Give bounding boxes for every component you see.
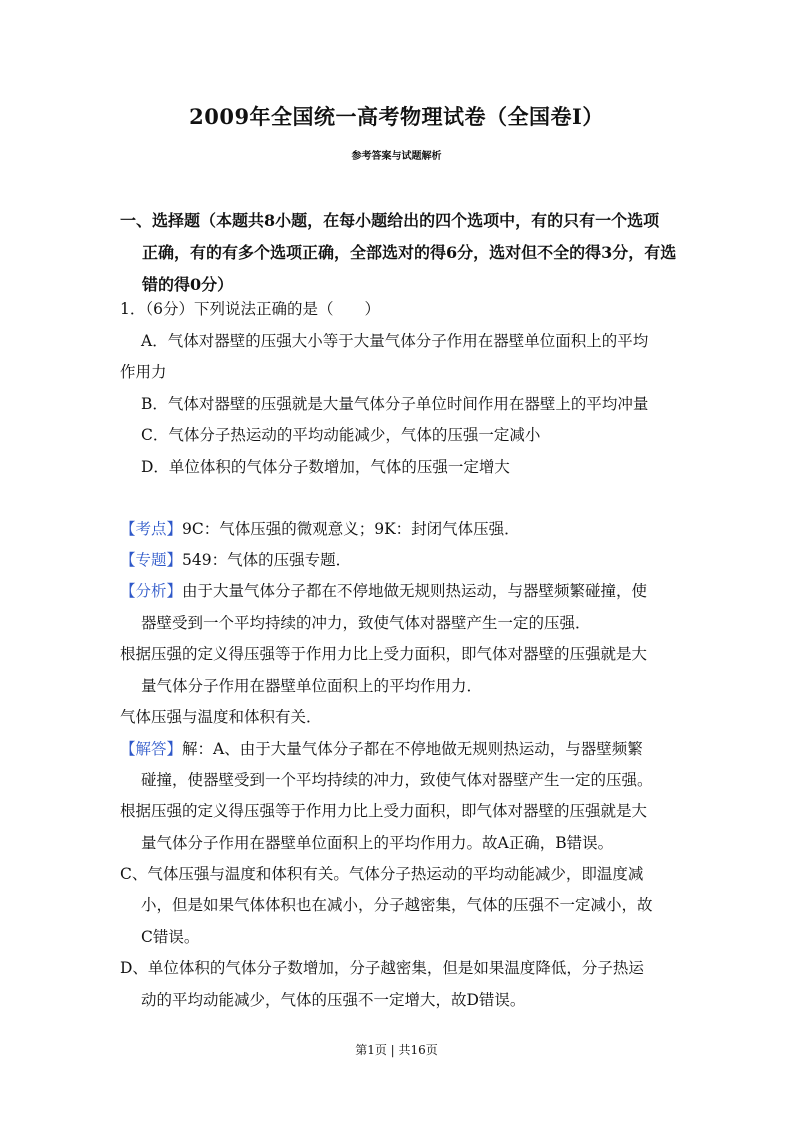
option-a-line-2: 作用力: [120, 363, 167, 381]
jieda-line-2: 碰撞，使器壁受到一个平均持续的冲力，致使气体对器壁产生一定的压强。: [141, 771, 653, 789]
jieda-line-4: 量气体分子作用在器壁单位面积上的平均作用力。故A正确，B错误。: [141, 834, 614, 852]
fenxi-line-3: 根据压强的定义得压强等于作用力比上受力面积，即气体对器壁的压强就是大: [120, 645, 648, 663]
option-c: C．气体分子热运动的平均动能减少，气体的压强一定减小: [141, 426, 541, 444]
fenxi-tag: 【分析】: [120, 582, 183, 600]
jieda-line-1: [120, 738, 643, 760]
fenxi-line-4: 量气体分子作用在器壁单位面积上的平均作用力．: [141, 677, 483, 695]
option-a-line-1: A．气体对器壁的压强大小等于大量气体分子作用在器壁单位面积上的平均: [141, 332, 649, 350]
jieda-line-3: 根据压强的定义得压强等于作用力比上受力面积，即气体对器壁的压强就是大: [120, 802, 648, 820]
jieda-line-6: 小，但是如果气体体积也在减小，分子越密集，气体的压强不一定减小，故: [141, 896, 653, 914]
jieda-line-8: D、单位体积的气体分子数增加，分子越密集，但是如果温度降低，分子热运: [120, 959, 644, 977]
fenxi-line-1: [120, 580, 647, 602]
jieda-line-7: C错误。: [141, 928, 200, 946]
jieda-tag: 【解答】: [120, 740, 183, 758]
option-b: B．气体对器壁的压强就是大量气体分子单位时间作用在器壁上的平均冲量: [141, 395, 649, 413]
page-footer: 第1页 | 共16页: [355, 1043, 438, 1057]
jieda-line-9: 动的平均动能减少，气体的压强不一定增大，故D错误。: [141, 991, 526, 1009]
zhuanti-line: [120, 549, 351, 571]
jieda-text: 解：A、由于大量气体分子都在不停地做无规则热运动，与器壁频繁: [182, 740, 643, 758]
kaodian-line: [120, 518, 520, 540]
section-heading-line-2: 正确，有的有多个选项正确，全部选对的得6分，选对但不全的得3分，有选: [142, 243, 677, 262]
kaodian-text: 9C：气体压强的微观意义；9K：封闭气体压强．: [182, 520, 520, 538]
zhuanti-tag: 【专题】: [120, 551, 183, 569]
section-heading-line-1: 一、选择题（本题共8小题，在每小题给出的四个选项中，有的只有一个选项: [120, 211, 660, 230]
jieda-line-5: C、气体压强与温度和体积有关。气体分子热运动的平均动能减少，即温度减: [120, 865, 644, 883]
section-heading-line-3: 错的得0分）: [142, 275, 234, 294]
fenxi-text: 由于大量气体分子都在不停地做无规则热运动，与器壁频繁碰撞，使: [182, 582, 648, 600]
fenxi-line-5: 气体压强与温度和体积有关．: [120, 708, 322, 726]
kaodian-tag: 【考点】: [120, 520, 183, 538]
option-d: D．单位体积的气体分子数增加，气体的压强一定增大: [141, 458, 510, 476]
question-stem: 1．（6分）下列说法正确的是（ ）: [120, 300, 380, 318]
page-title: 2009年全国统一高考物理试卷（全国卷Ⅰ）: [189, 104, 604, 129]
fenxi-line-2: 器壁受到一个平均持续的冲力，致使气体对器壁产生一定的压强．: [141, 614, 591, 632]
zhuanti-text: 549：气体的压强专题．: [182, 551, 352, 569]
section-heading: [120, 205, 680, 301]
page-subtitle: 参考答案与试题解析: [351, 151, 442, 162]
